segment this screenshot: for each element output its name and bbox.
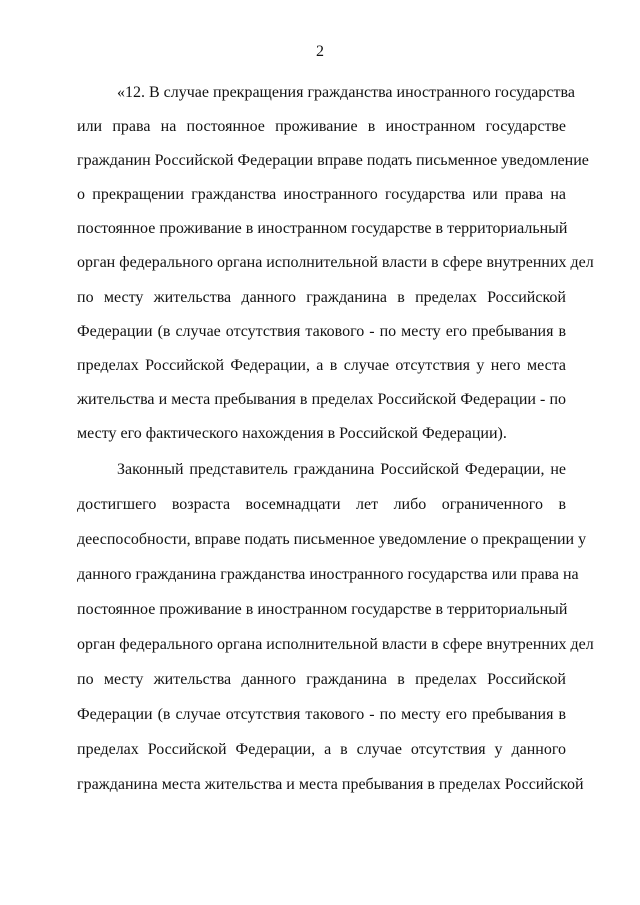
paragraph-2-line-3: дееспособности, вправе подать письменное уведомление о прекращении у <box>77 531 587 548</box>
page-number: 2 <box>316 43 324 60</box>
paragraph-2-line-4: данного гражданина гражданства иностранного государства или права на <box>77 566 579 583</box>
paragraph-1-line-3: гражданин Российской Федерации вправе подать письменное уведомление <box>77 152 589 169</box>
paragraph-2-line-8: Федерации (в случае отсутствия такового - по месту его пребывания в <box>77 706 566 723</box>
paragraph-1-line-11: месту его фактического нахождения в Российской Федерации). <box>77 425 507 442</box>
paragraph-1-line-1: «12. В случае прекращения гражданства иностранного государства <box>117 84 575 101</box>
paragraph-1-line-8: Федерации (в случае отсутствия такового - по месту его пребывания в <box>77 323 566 340</box>
paragraph-1-line-6: орган федерального органа исполнительной власти в сфере внутренних дел <box>77 254 594 271</box>
paragraph-1-line-9: пределах Российской Федерации, а в случае отсутствия у него места <box>77 357 566 374</box>
paragraph-1-line-4: о прекращении гражданства иностранного государства или права на <box>77 186 566 203</box>
paragraph-2-line-9: пределах Российской Федерации, а в случае отсутствия у данного <box>77 741 566 758</box>
paragraph-2-line-2: достигшего возраста восемнадцати лет либо ограниченного в <box>77 496 566 513</box>
paragraph-1-line-7: по месту жительства данного гражданина в пределах Российской <box>77 289 566 306</box>
paragraph-1-line-5: постоянное проживание в иностранном государстве в территориальный <box>77 220 568 237</box>
paragraph-2-line-6: орган федерального органа исполнительной власти в сфере внутренних дел <box>77 636 594 653</box>
paragraph-2-line-5: постоянное проживание в иностранном государстве в территориальный <box>77 601 568 618</box>
paragraph-1-line-2: или права на постоянное проживание в иностранном государстве <box>77 118 566 135</box>
paragraph-2-line-7: по месту жительства данного гражданина в пределах Российской <box>77 671 566 688</box>
paragraph-2-line-10: гражданина места жительства и места пребывания в пределах Российской <box>77 776 584 793</box>
paragraph-1-line-10: жительства и места пребывания в пределах Российской Федерации - по <box>77 391 566 408</box>
paragraph-2-line-1: Законный представитель гражданина Российской Федерации, не <box>117 461 566 478</box>
